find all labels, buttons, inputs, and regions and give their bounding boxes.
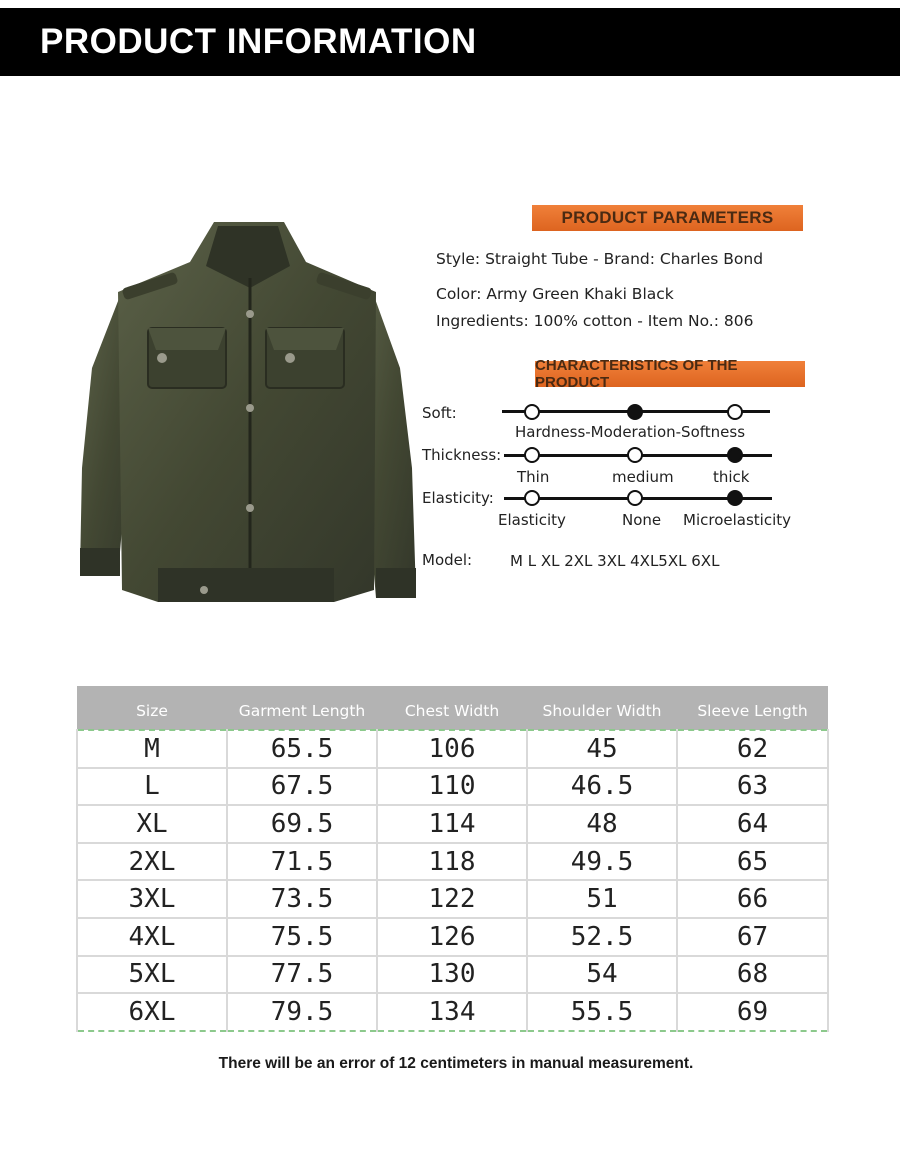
elasticity-option-elasticity: Elasticity xyxy=(498,511,566,529)
table-cell: 106 xyxy=(377,730,527,768)
style-line: Style: Straight Tube - Brand: Charles Bond xyxy=(436,250,764,268)
header-shoulder-width: Shoulder Width xyxy=(527,686,677,730)
table-cell: 126 xyxy=(377,918,527,956)
table-cell: 114 xyxy=(377,805,527,843)
table-cell: 5XL xyxy=(77,956,227,994)
table-row xyxy=(77,880,828,918)
table-cell: 67.5 xyxy=(227,768,377,806)
elasticity-dot-2 xyxy=(627,490,643,506)
color-line: Color: Army Green Khaki Black xyxy=(436,285,674,303)
table-cell: 110 xyxy=(377,768,527,806)
soft-caption: Hardness-Moderation-Softness xyxy=(515,423,746,441)
thickness-dot-1 xyxy=(524,447,540,463)
table-cell: 68 xyxy=(677,956,828,994)
table-cell: XL xyxy=(77,805,227,843)
table-cell: 6XL xyxy=(77,993,227,1031)
table-cell: 51 xyxy=(527,880,677,918)
table-row xyxy=(77,993,828,1031)
ingredients-line: Ingredients: 100% cotton - Item No.: 806 xyxy=(436,312,754,330)
thickness-label: Thickness: xyxy=(422,446,502,464)
table-cell: 65 xyxy=(677,843,828,881)
table-cell: L xyxy=(77,768,227,806)
elasticity-option-micro: Microelasticity xyxy=(683,511,791,529)
page-title: PRODUCT INFORMATION xyxy=(40,22,477,61)
table-cell: 122 xyxy=(377,880,527,918)
table-cell: 67 xyxy=(677,918,828,956)
product-parameters-badge: PRODUCT PARAMETERS xyxy=(532,205,803,231)
size-table xyxy=(76,686,829,1032)
table-cell: 54 xyxy=(527,956,677,994)
header-sleeve-length: Sleeve Length xyxy=(677,686,828,730)
jacket-image xyxy=(78,218,420,606)
thickness-dot-2 xyxy=(627,447,643,463)
elasticity-dot-1 xyxy=(524,490,540,506)
soft-dot-3 xyxy=(727,404,743,420)
table-cell: 69 xyxy=(677,993,828,1031)
table-cell: 4XL xyxy=(77,918,227,956)
measurement-footnote: There will be an error of 12 centimeters in manual measurement. xyxy=(218,1055,694,1072)
table-cell: 52.5 xyxy=(527,918,677,956)
table-cell: 73.5 xyxy=(227,880,377,918)
size-table-header-row xyxy=(77,686,828,730)
thickness-option-thin: Thin xyxy=(517,468,550,486)
table-cell: 66 xyxy=(677,880,828,918)
table-cell: 45 xyxy=(527,730,677,768)
soft-dot-2 xyxy=(627,404,643,420)
elasticity-label: Elasticity: xyxy=(422,489,494,507)
table-cell: 75.5 xyxy=(227,918,377,956)
soft-label: Soft: xyxy=(422,404,457,422)
table-cell: 71.5 xyxy=(227,843,377,881)
thickness-option-thick: thick xyxy=(713,468,750,486)
header-size: Size xyxy=(77,686,227,730)
table-cell: 118 xyxy=(377,843,527,881)
soft-dot-1 xyxy=(524,404,540,420)
thickness-dot-3 xyxy=(727,447,743,463)
table-row xyxy=(77,730,828,768)
table-cell: 130 xyxy=(377,956,527,994)
table-row xyxy=(77,843,828,881)
table-cell: 3XL xyxy=(77,880,227,918)
table-cell: 55.5 xyxy=(527,993,677,1031)
elasticity-dot-3 xyxy=(727,490,743,506)
thickness-option-medium: medium xyxy=(612,468,674,486)
table-cell: 48 xyxy=(527,805,677,843)
table-cell: 134 xyxy=(377,993,527,1031)
table-cell: 2XL xyxy=(77,843,227,881)
table-cell: 79.5 xyxy=(227,993,377,1031)
table-cell: 63 xyxy=(677,768,828,806)
table-cell: M xyxy=(77,730,227,768)
header-band xyxy=(0,8,900,76)
table-cell: 64 xyxy=(677,805,828,843)
table-row xyxy=(77,768,828,806)
table-row xyxy=(77,956,828,994)
table-cell: 49.5 xyxy=(527,843,677,881)
elasticity-option-none: None xyxy=(622,511,662,529)
table-row xyxy=(77,805,828,843)
characteristics-badge: CHARACTERISTICS OF THE PRODUCT xyxy=(535,361,805,387)
table-cell: 77.5 xyxy=(227,956,377,994)
table-cell: 65.5 xyxy=(227,730,377,768)
table-row xyxy=(77,918,828,956)
model-value: M L XL 2XL 3XL 4XL5XL 6XL xyxy=(510,552,720,570)
table-cell: 62 xyxy=(677,730,828,768)
header-chest-width: Chest Width xyxy=(377,686,527,730)
model-label: Model: xyxy=(422,551,473,569)
table-cell: 46.5 xyxy=(527,768,677,806)
table-cell: 69.5 xyxy=(227,805,377,843)
header-garment-length: Garment Length xyxy=(227,686,377,730)
